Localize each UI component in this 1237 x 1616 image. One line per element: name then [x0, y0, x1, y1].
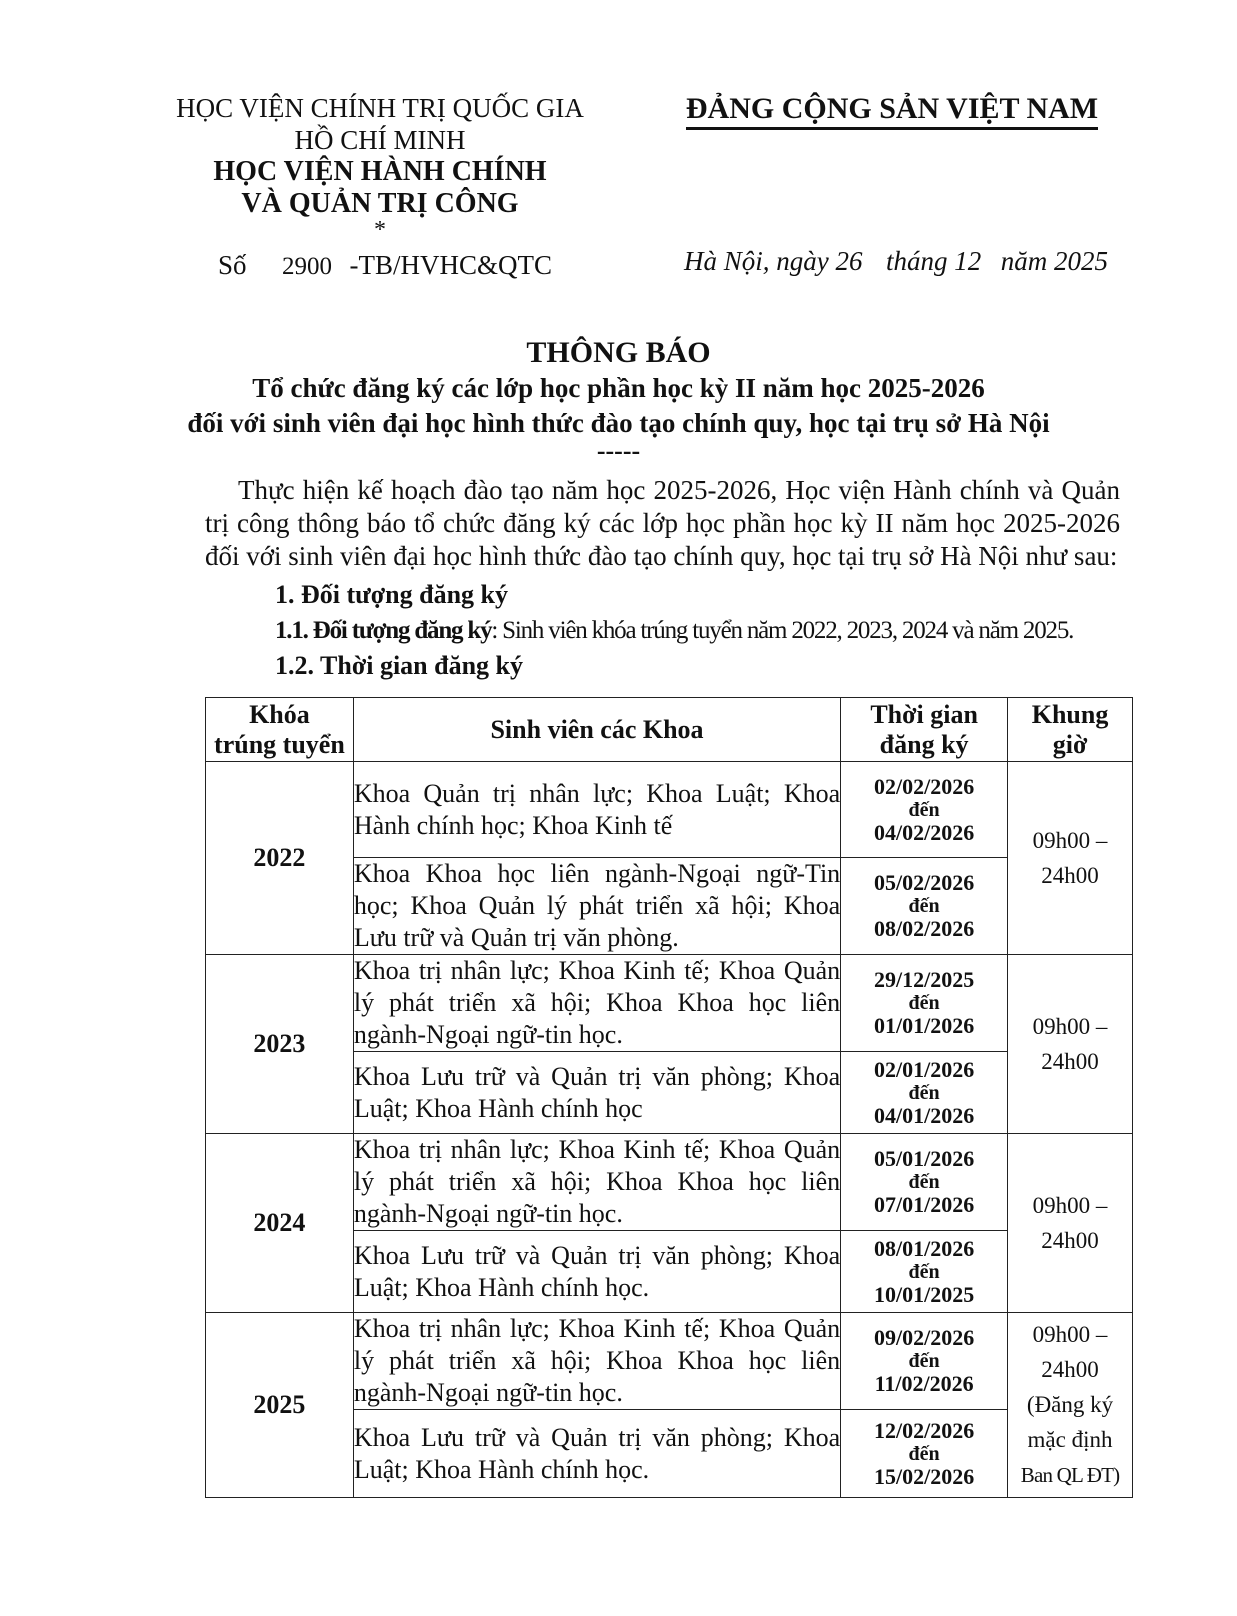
table-row	[206, 955, 1133, 1052]
header-faculty: Sinh viên các Khoa	[353, 698, 840, 762]
agency-star: *	[374, 217, 386, 243]
hours-cell: 09h00 – 24h00	[1008, 762, 1133, 955]
notice-title: THÔNG BÁO	[526, 336, 711, 369]
faculty-cell: Khoa trị nhân lực; Khoa Kinh tế; Khoa Quản lý phát triển xã hội; Khoa Khoa học liên ngành-Ngoại ngữ-tin học.	[353, 955, 840, 1052]
faculty-cell: Khoa trị nhân lực; Khoa Kinh tế; Khoa Quản lý phát triển xã hội; Khoa Khoa học liên ngành-Ngoại ngữ-tin học.	[353, 1313, 840, 1410]
year-cell: 2024	[206, 1134, 354, 1313]
time-cell: 09/02/2026 đến 11/02/2026	[841, 1313, 1008, 1410]
hours-cell: 09h00 – 24h00	[1008, 955, 1133, 1134]
table-row	[206, 762, 1133, 858]
faculty-cell: Khoa Khoa học liên ngành-Ngoại ngữ-Tin học; Khoa Quản lý phát triển xã hội; Khoa Lưu trữ và Quản trị văn phòng.	[353, 858, 840, 955]
faculty-cell: Khoa Lưu trữ và Quản trị văn phòng; Khoa Luật; Khoa Hành chính học.	[353, 1231, 840, 1313]
hours-cell: 09h00 – 24h00 (Đăng ký mặc định Ban QL ĐT)	[1008, 1313, 1133, 1498]
doc-suffix: -TB/HVHC&QTC	[349, 250, 553, 280]
agency-line-2: HỒ CHÍ MINH	[294, 125, 466, 155]
time-cell: 02/01/2026 đến 04/01/2026	[841, 1052, 1008, 1134]
notice-subtitle-2: đối với sinh viên đại học hình thức đào tạo chính quy, học tại trụ sở Hà Nội	[187, 408, 1050, 438]
intro-paragraph	[205, 474, 1120, 573]
date-place: Hà Nội, ngày 26	[684, 246, 863, 276]
table-row	[206, 1313, 1133, 1410]
section-1-1	[275, 617, 1073, 645]
party-name-text: ĐẢNG CỘNG SẢN VIỆT NAM	[686, 92, 1098, 130]
date-month: tháng 12	[886, 246, 982, 276]
header-year: Khóa trúng tuyển	[206, 698, 354, 762]
section-1-1-text: : Sinh viên khóa trúng tuyển năm 2022, 2023, 2024 và năm 2025.	[491, 617, 1074, 644]
header-hours: Khung giờ	[1008, 698, 1133, 762]
table-row	[206, 1134, 1133, 1231]
date-year: năm 2025	[1000, 246, 1109, 276]
agency-line-4: VÀ QUẢN TRỊ CÔNG	[241, 188, 519, 219]
year-cell: 2023	[206, 955, 354, 1134]
year-cell: 2022	[206, 762, 354, 955]
year-cell: 2025	[206, 1313, 354, 1498]
time-cell: 05/02/2026 đến 08/02/2026	[841, 858, 1008, 955]
notice-subtitle-1: Tổ chức đăng ký các lớp học phần học kỳ II năm học 2025-2026	[252, 373, 985, 403]
time-cell: 12/02/2026 đến 15/02/2026	[841, 1410, 1008, 1498]
issuing-agency	[160, 92, 600, 243]
faculty-cell: Khoa trị nhân lực; Khoa Kinh tế; Khoa Quản lý phát triển xã hội; Khoa Khoa học liên ngành-Ngoại ngữ-tin học.	[353, 1134, 840, 1231]
agency-line-1: HỌC VIỆN CHÍNH TRỊ QUỐC GIA	[176, 93, 584, 123]
faculty-cell: Khoa Lưu trữ và Quản trị văn phòng; Khoa Luật; Khoa Hành chính học.	[353, 1410, 840, 1498]
agency-line-3: HỌC VIỆN HÀNH CHÍNH	[213, 156, 547, 187]
party-name	[662, 92, 1122, 126]
time-cell: 05/01/2026 đến 07/01/2026	[841, 1134, 1008, 1231]
section-1-1-label: 1.1. Đối tượng đăng ký	[275, 617, 492, 644]
registration-schedule-table	[205, 697, 1133, 1498]
doc-number: 2900	[282, 253, 333, 280]
faculty-cell: Khoa Lưu trữ và Quản trị văn phòng; Khoa Luật; Khoa Hành chính học	[353, 1052, 840, 1134]
document-date	[684, 246, 1108, 277]
time-cell: 08/01/2026 đến 10/01/2025	[841, 1231, 1008, 1313]
time-cell: 02/02/2026 đến 04/02/2026	[841, 762, 1008, 858]
table-header-row	[206, 698, 1133, 762]
doc-prefix: Số	[218, 250, 247, 280]
section-1-2-heading: 1.2. Thời gian đăng ký	[275, 651, 524, 680]
time-cell: 29/12/2025 đến 01/01/2026	[841, 955, 1008, 1052]
intro-text: Thực hiện kế hoạch đào tạo năm học 2025-2026, Học viện Hành chính và Quản trị công thông báo tổ chức đăng ký các lớp học phần học kỳ II năm học 2025-2026 đối với sinh viên đại học hình thức đào tạo chính quy, học tại trụ sở Hà Nội như sau:	[205, 475, 1120, 571]
faculty-cell: Khoa Quản trị nhân lực; Khoa Luật; Khoa Hành chính học; Khoa Kinh tế	[353, 762, 840, 858]
document-number	[218, 250, 552, 281]
title-divider: -----	[596, 436, 641, 465]
section-1-heading: 1. Đối tượng đăng ký	[275, 580, 508, 609]
header-time: Thời gian đăng ký	[841, 698, 1008, 762]
hours-cell: 09h00 – 24h00	[1008, 1134, 1133, 1313]
